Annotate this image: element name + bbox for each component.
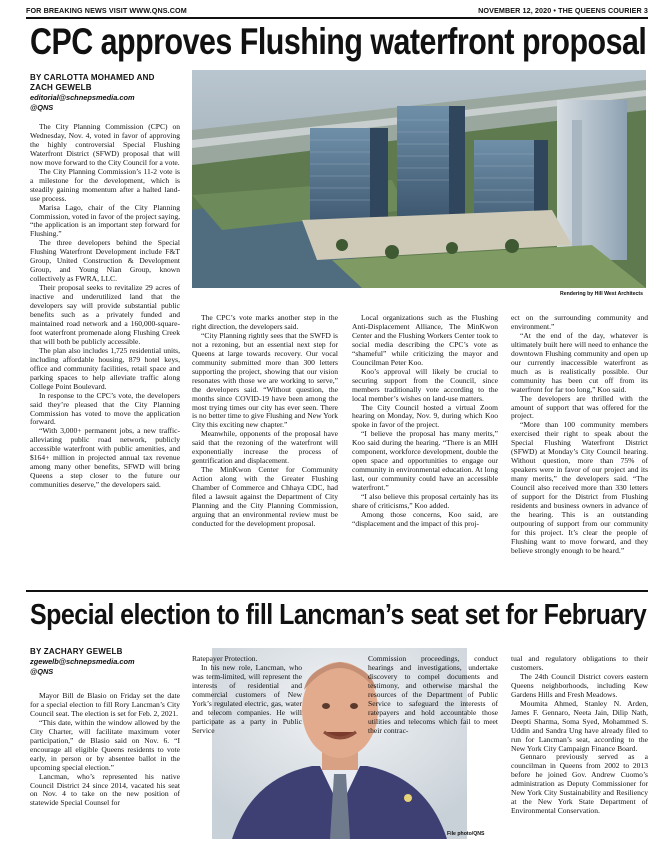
paragraph: Mayor Bill de Blasio on Friday set the date for a special election to fill Rory Lancman’s City Council seat. The election is set for Feb. 2, 2021. <box>30 691 180 718</box>
paragraph: In his new role, Lancman, who was term-limited, will represent the interests of residential and commercial customers of New York’s regulated electric, gas, water and telecom companies. He will participate as a party in Public Service <box>192 662 302 735</box>
story2-byline-block <box>30 647 180 676</box>
paragraph: The MinKwon Center for Community Action along with the Greater Flushing Chamber of Commerce and Chhaya CDC, had filed a lawsuit against the Department of City Planning and the City Planning Commission, arguing that an environmental review must be conducted for the development proposal. <box>192 465 338 528</box>
paragraph: “More than 100 community members exercised their right to speak about the Special Flushing Waterfront District (SFWD) at Monday’s City Council hearing. Without question, more than 75% of speakers were in favor of our project and its many merits,” the developers said. “The Council also received more than 330 letters of support for the District from Flushing residents and business owners in advance of the hearing. This is an outstanding outpouring of support from our community for this project. It’s clear the people of Flushing want to move forward, and they believe strongly enough to be heard.” <box>511 420 648 555</box>
paragraph: The developers are thrilled with the amount of support that was offered for the project. <box>511 393 648 421</box>
paragraph: The 24th Council District covers eastern Queens neighborhoods, including Kew Gardens Hills and Fresh Meadows. <box>511 671 648 699</box>
story1-column-3 <box>352 314 498 529</box>
story2-column-2 <box>192 655 302 736</box>
paragraph: “At the end of the day, whatever is ultimately built here will need to enhance the downtown Flushing community and open up our currently inaccessible waterfront as much as is realistically possible. Our community has been cut off from its waterfront for far too long,” Koo said. <box>511 330 648 394</box>
story2-email: zgewelb@schnepsmedia.com <box>30 657 135 666</box>
story1-column-2 <box>192 314 338 529</box>
story1-photo-credit: Rendering by Hill West Architects <box>560 291 644 297</box>
paragraph: Koo’s approval will likely be crucial to securing support from the Council, since members traditionally vote according to the local member’s wishes on land-use matters. <box>352 366 498 403</box>
story2-headline: Special election to fill Lancman’s seat set for February <box>30 599 647 631</box>
paragraph: Local organizations such as the Flushing Anti-Displacement Alliance, The MinKwon Center and the Flushing Workers Center took to social media describing the CPC’s vote as “shameful” while criticizing the mayor and Councilman Peter Koo. <box>352 313 498 367</box>
paragraph: The City Planning Commission’s 11-2 vote is a milestone for the development, which is steadily gaining momentum after a halted land-use process. <box>30 166 180 203</box>
story2-column-1 <box>30 692 180 808</box>
paragraph: “I also believe this proposal certainly has its share of criticisms,” Koo added. <box>352 492 498 511</box>
header-rule <box>26 17 648 19</box>
paragraph: “With 3,000+ permanent jobs, a new traffic-alleviating public road network, publicly accessible waterfront with public amenities, and $164+ million in projected annual tax revenue among many other benefits, SFWD will bring Queens a step closer to the future our communities deserve,” the developers said. <box>30 426 180 490</box>
paragraph: “I believe the proposal has many merits,” Koo said during the hearing. “There is an MIH component, workforce development, double the open space and opportunities to engage our community in environmental education. At long last, our community could have an accessible waterfront.” <box>352 429 498 493</box>
paragraph: The CPC’s vote marks another step in the right direction, the developers said. <box>192 313 338 331</box>
paragraph: Their proposal seeks to revitalize 29 acres of inactive and underutilized land that the developers say will provide substantial public benefits such as a privately funded and maintained road network and a 160,000-square-foot waterfront promenade along Flushing Creek that will both be publicly accessible. <box>30 283 180 346</box>
story1-headline: CPC approves Flushing waterfront proposal <box>30 21 647 62</box>
paragraph: “This date, within the window allowed by the City Charter, will facilitate maximum voter participation,” de Blasio said on Nov. 6. “I encourage all eligible Queens residents to vote early, in person or by absentee ballot in the upcoming special election.” <box>30 717 180 772</box>
paragraph: The plan also includes 1,725 residential units, including affordable housing, 879 hotel keys, office and community facilities, retail space and parking spaces to help alleviate traffic along College Point Boulevard. <box>30 345 180 391</box>
story2-column-3 <box>368 655 498 736</box>
paragraph: The City Planning Commission (CPC) on Wednesday, Nov. 4, voted in favor of approving the highly controversial Special Flushing Waterfront District (SFWD) proposal that will now move forward to the City Council for a vote. <box>30 122 180 167</box>
waterfront-rendering-image <box>192 70 646 288</box>
paragraph: tual and regulatory obligations to their customers. <box>511 654 648 672</box>
story2-photo-credit: File photo/QNS <box>447 831 485 837</box>
story2-byline: BY ZACHARY GEWELB <box>30 647 123 656</box>
paragraph: The three developers behind the Special Flushing Waterfront Development include F&T Group, United Construction & Development Group, and Young Nian Group, known collectively as FWRA, LLC. <box>30 238 180 284</box>
paragraph: Lancman, who’s represented his native Council District 24 since 2014, vacated his seat on Nov. 4 to take on the new position of statewide Special Counsel for <box>30 771 180 808</box>
rendering-illustration <box>192 70 646 288</box>
story-divider <box>26 590 648 592</box>
paragraph: In response to the CPC’s vote, the developers said they’re pleased that the City Planning Commission has voted to move the application forward. <box>30 390 180 427</box>
header-left: FOR BREAKING NEWS VISIT WWW.QNS.COM <box>26 6 187 15</box>
paragraph: Among those concerns, Koo said, are “displacement and the impact of this proj- <box>352 509 498 528</box>
story2-column-4 <box>511 655 648 816</box>
story1-column-4 <box>511 314 648 556</box>
paragraph: Gennaro previously served as a councilman in Queens from 2002 to 2013 before he joined Gov. Andrew Cuomo’s administration as Deputy Commissioner for New York City Sustainability and Resiliency at the New York State Department of Environmental Conservation. <box>511 752 648 816</box>
paragraph: Commission proceedings, conduct hearings and investigations, undertake discovery to compel documents and testimony, and otherwise marshal the resources of the Department of Public Service to safeguard the interests of ratepayers and hold accountable those utilities and telecoms which fail to meet their contrac- <box>368 654 498 735</box>
story1-handle: @QNS <box>30 102 54 112</box>
paragraph: The City Council hosted a virtual Zoom hearing on Monday, Nov. 9, during which Koo spoke in favor of the project. <box>352 402 498 430</box>
story2-handle: @QNS <box>30 666 54 676</box>
story1-byline: BY CARLOTTA MOHAMED AND ZACH GEWELB <box>30 73 155 92</box>
story1-email: editorial@schnepsmedia.com <box>30 93 135 102</box>
paragraph: Marisa Lago, chair of the City Planning Commission, voted in favor of the project saying, “the application is an important step forward for Flushing.” <box>30 202 180 239</box>
paragraph: Meanwhile, opponents of the proposal have said that the rezoning of the waterfront will exponentially increase the process of gentrification and displacement. <box>192 429 338 466</box>
paragraph: Moumita Ahmed, Stanley N. Arden, James F. Gennaro, Neeta Jain, Dilip Nath, Deepti Sharma, Soma Syed, Mohammed S. Uddin and Sandra Ung have already filed to run for Lancman’s seat, according to the New York City Campaign Finance Board. <box>511 698 648 753</box>
story1-column-1 <box>30 123 180 490</box>
header-right: NOVEMBER 12, 2020 • THE QUEENS COURIER 3 <box>478 6 648 15</box>
paragraph: ect on the surrounding community and environment.” <box>511 313 648 331</box>
paragraph: “City Planning rightly sees that the SWFD is not a rezoning, but an essential next step for Queens at large towards recovery. Our vocal community submitted more than 300 letters supporting the project, showing that our vision resonates with those we are working to serve,” the developers said. “Without question, the months since COVID-19 have been among the most trying times our city has ever seen. There is no better time to give Flushing and New York City this exciting new chapter.” <box>192 330 338 430</box>
page-header <box>26 6 648 16</box>
paragraph: Ratepayer Protection. <box>192 654 258 663</box>
story1-byline-block <box>30 73 180 112</box>
